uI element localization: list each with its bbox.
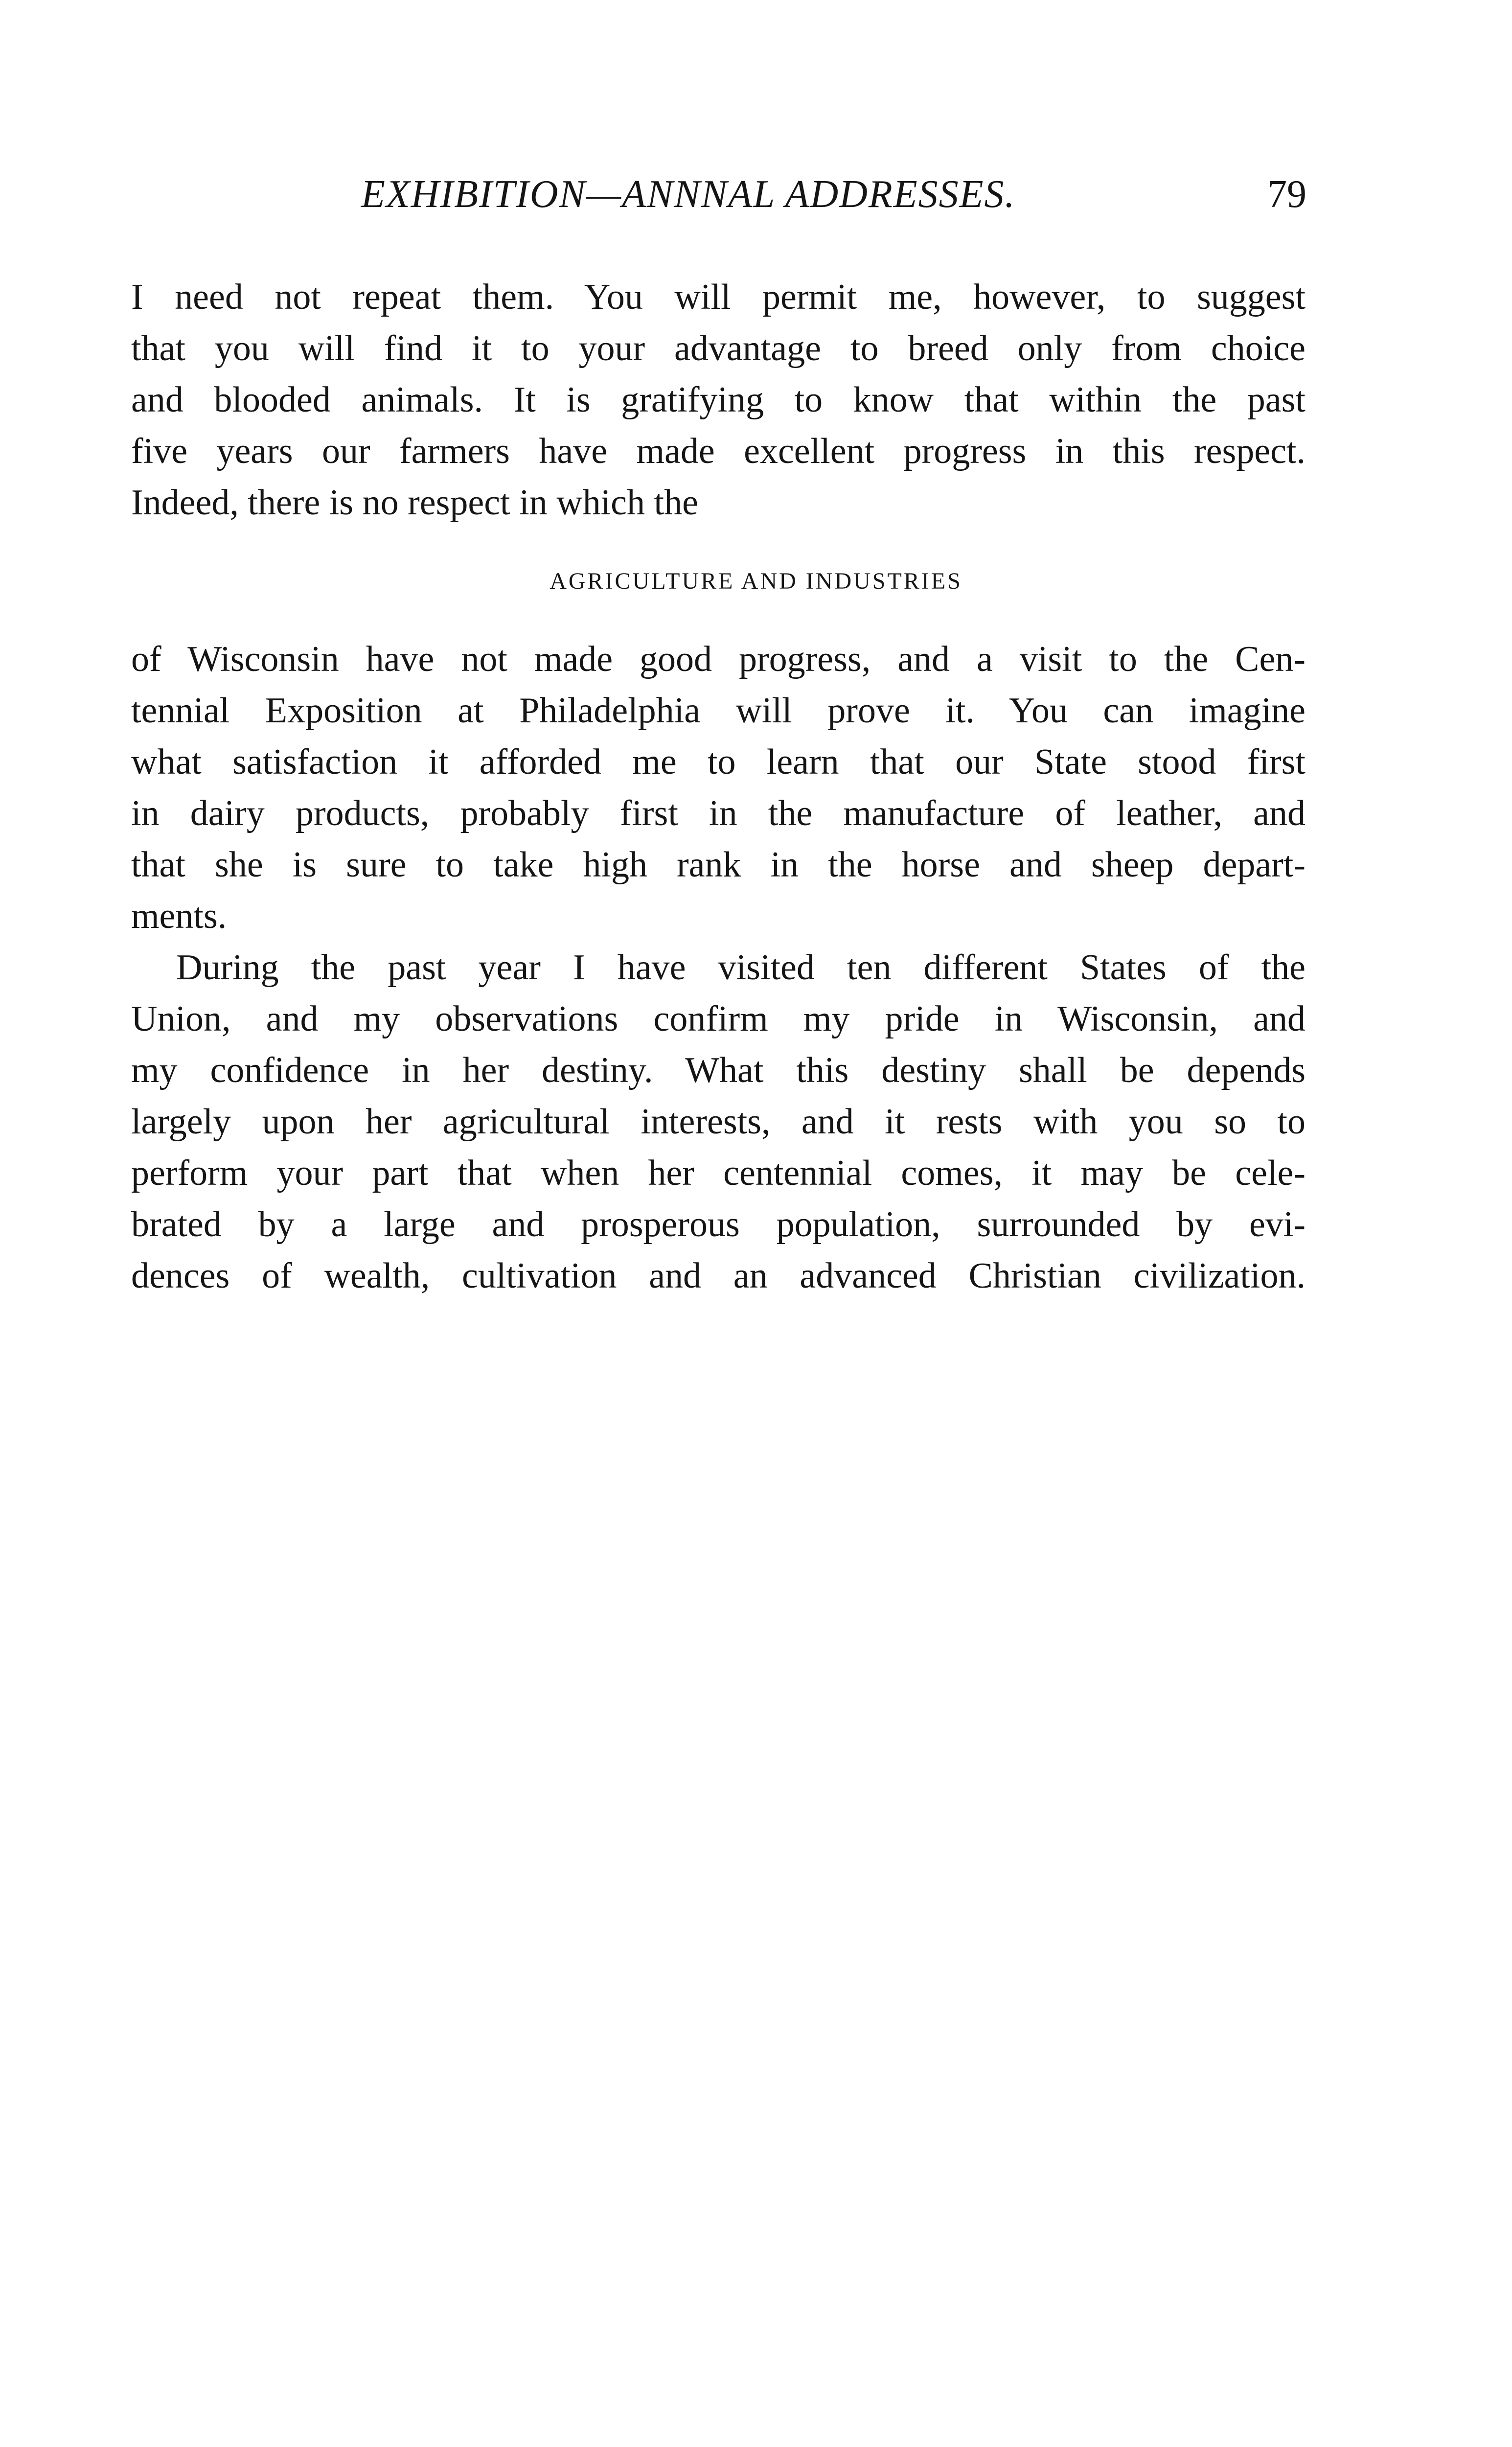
paragraph-1 <box>131 272 1306 529</box>
text-line: perform your part that when her centennial comes, it may be cele- <box>131 1153 1306 1193</box>
paragraph-2 <box>131 634 1306 942</box>
text-line: and blooded animals. It is gratifying to know that within the past <box>131 380 1306 420</box>
text-line: ments. <box>131 896 227 936</box>
text-line: dences of wealth, cultivation and an advanced Christian civilization. <box>131 1256 1306 1296</box>
text-line: that she is sure to take high rank in the horse and sheep depart- <box>131 845 1306 885</box>
text-line: I need not repeat them. You will permit me, however, to suggest <box>131 277 1306 317</box>
page-number: 79 <box>1267 173 1306 216</box>
paragraph-3 <box>131 942 1306 1302</box>
text-line: what satisfaction it afforded me to learn that our State stood first <box>131 742 1306 782</box>
text-line: largely upon her agricultural interests, and it rests with you so to <box>131 1102 1306 1142</box>
text-line: my confidence in her destiny. What this destiny shall be depends <box>131 1050 1306 1090</box>
running-header <box>132 172 1306 221</box>
text-line: Indeed, there is no respect in which the <box>131 483 698 523</box>
text-line: brated by a large and prosperous population, surrounded by evi- <box>131 1204 1306 1245</box>
text-line: in dairy products, probably first in the manufacture of leather, and <box>131 793 1306 833</box>
text-line: of Wisconsin have not made good progress, and a visit to the Cen- <box>131 639 1306 679</box>
text-line: During the past year I have visited ten different States of the <box>176 947 1306 988</box>
section-subheading: AGRICULTURE AND INDUSTRIES <box>550 568 962 594</box>
text-line: that you will find it to your advantage to breed only from choice <box>131 328 1306 369</box>
text-line: Union, and my observations confirm my pride in Wisconsin, and <box>131 999 1306 1039</box>
text-line: five years our farmers have made excellent progress in this respect. <box>131 431 1306 471</box>
text-line: tennial Exposition at Philadelphia will prove it. You can imagine <box>131 691 1306 731</box>
running-title: EXHIBITION—ANNNAL ADDRESSES. <box>361 173 1016 216</box>
